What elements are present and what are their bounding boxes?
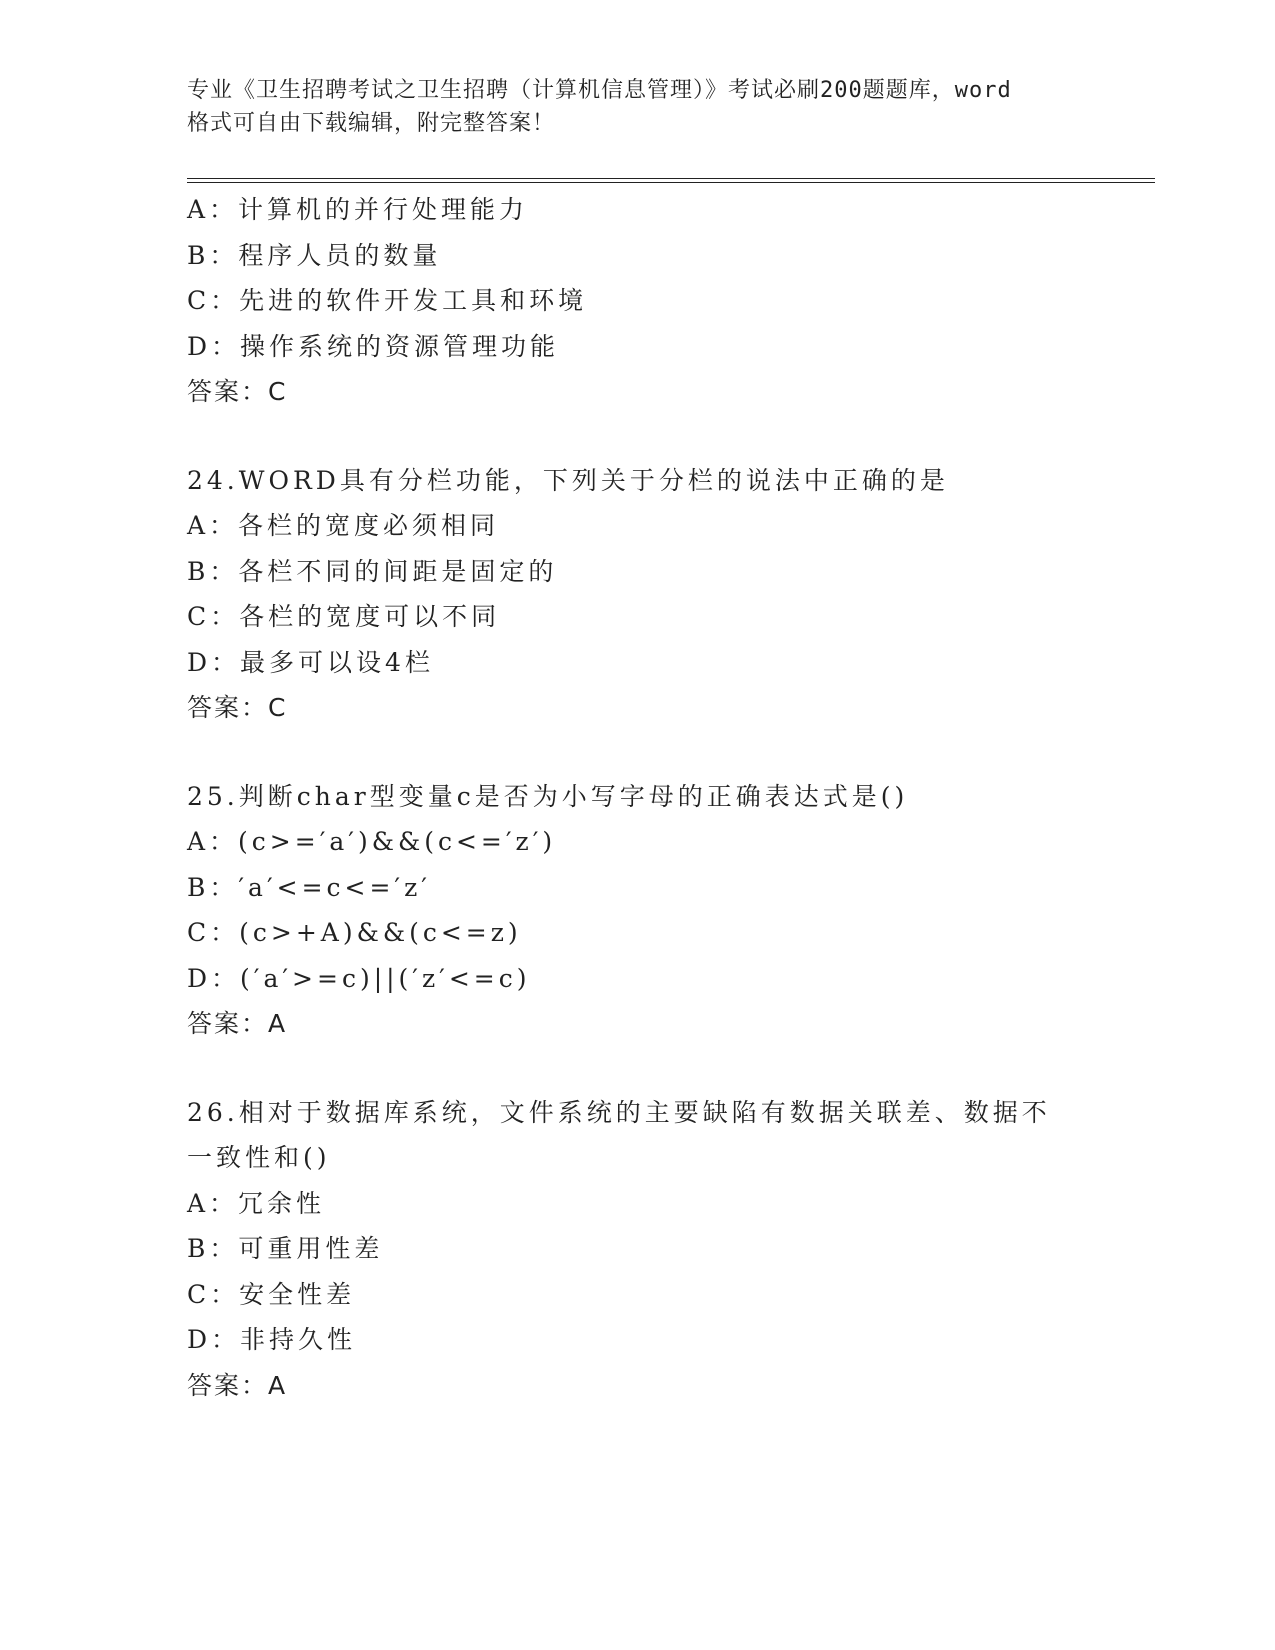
option-a: A：冗余性 — [187, 1188, 326, 1218]
question-block-23 — [187, 187, 1087, 415]
question-block-26 — [187, 1090, 1087, 1409]
option-d: D：最多可以设4栏 — [187, 647, 434, 677]
header-divider-top — [187, 178, 1155, 179]
option-b: B：可重用性差 — [187, 1234, 384, 1263]
header-divider-bottom — [187, 182, 1155, 183]
option-a: A：(c>=′a′)&&(c<=′z′) — [187, 827, 557, 856]
option-c: C：(c>+A)&&(c<=z) — [187, 918, 522, 947]
option-a: A：各栏的宽度必须相同 — [187, 511, 500, 540]
question-block-25 — [187, 774, 1087, 1047]
answer-line: 答案：A — [187, 1009, 288, 1038]
option-c: C：安全性差 — [187, 1279, 356, 1309]
option-d: D：非持久性 — [187, 1325, 357, 1354]
option-c: C：各栏的宽度可以不同 — [187, 602, 501, 631]
answer-line: 答案：C — [187, 377, 288, 406]
question-text: 26.相对于数据库系统，文件系统的主要缺陷有数据关联差、数据不一致性和() — [187, 1097, 1051, 1172]
spacer — [187, 415, 1087, 458]
option-b: B：程序人员的数量 — [187, 240, 442, 270]
document-header — [187, 74, 1087, 140]
answer-line: 答案：C — [187, 693, 288, 722]
option-d: D：操作系统的资源管理功能 — [187, 331, 560, 361]
question-block-24 — [187, 458, 1087, 731]
option-b: B：各栏不同的间距是固定的 — [187, 556, 558, 586]
question-text: 25.判断char型变量c是否为小写字母的正确表达式是() — [187, 781, 909, 811]
spacer — [187, 731, 1087, 774]
spacer — [187, 1047, 1087, 1090]
answer-line: 答案：A — [187, 1370, 288, 1400]
option-d: D：(′a′>=c)||(′z′<=c) — [187, 963, 531, 993]
option-b: B：′a′<=c<=′z′ — [187, 872, 431, 902]
option-c: C：先进的软件开发工具和环境 — [187, 286, 588, 315]
header-line-2: 格式可自由下载编辑，附完整答案！ — [187, 111, 556, 136]
question-list — [187, 187, 1087, 1408]
option-a: A：计算机的并行处理能力 — [187, 195, 529, 224]
header-line-1: 专业《卫生招聘考试之卫生招聘（计算机信息管理）》考试必刷200题题库，word — [187, 78, 1012, 103]
question-text: 24.WORD具有分栏功能，下列关于分栏的说法中正确的是 — [187, 465, 949, 495]
